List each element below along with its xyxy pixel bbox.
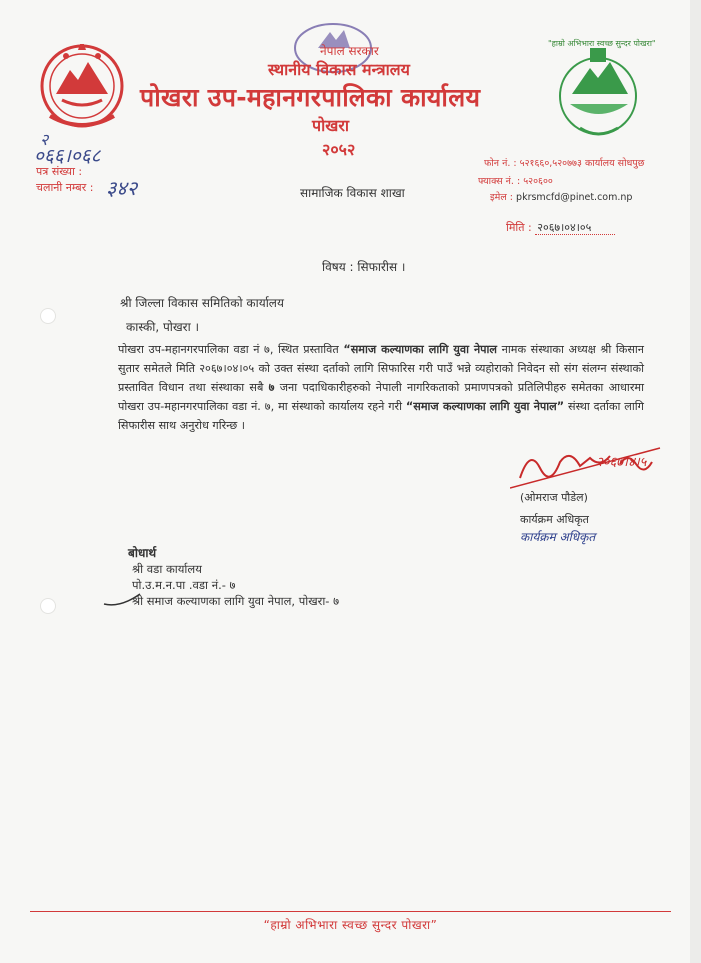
- body-part-2: नामक संस्थाका अध्यक्ष श्री किसान सुतार समेतले मिति २०६७।०४।०५ को उक्त संस्था दर्ताको लागि सिफारिस गरी पाउँ भन्ने व्यहोराको निवेदन सो संग संलग्न संस्थाको प्रस्तावित विधान तथा संस्थाका सबै: [118, 343, 645, 394]
- patra-label: पत्र संख्या :: [36, 165, 83, 178]
- punch-hole-bottom: [40, 598, 56, 614]
- city-name: पोखरा: [312, 116, 350, 135]
- letter-date: [506, 220, 615, 235]
- cc-heading: बोधार्थ: [128, 546, 157, 560]
- cc-line-2: पो.उ.म.न.पा .वडा नं.- ७: [132, 578, 236, 592]
- fax-label: फ्याक्स नं. :: [478, 176, 521, 187]
- email-line: [490, 190, 632, 203]
- letter-subject: विषय : सिफारीस ।: [322, 260, 406, 274]
- government-name: नेपाल सरकार: [320, 44, 379, 58]
- chalani-label: चलानी नम्बर :: [36, 181, 94, 194]
- date-value: २०६७।०४।०५: [535, 221, 615, 235]
- ministry-name: स्थानीय विकास मन्त्रालय: [268, 60, 410, 79]
- signatory-name: (ओमराज पौडेल): [520, 491, 588, 504]
- org-name: “समाज कल्याणका लागि युवा नेपाल: [343, 343, 498, 356]
- phone-line: [484, 156, 644, 169]
- signatory-title: कार्यक्रम अधिकृत: [520, 513, 589, 526]
- signatory-handwritten-title: कार्यक्रम अधिकृत: [520, 530, 596, 544]
- email-label: इमेल :: [490, 192, 514, 203]
- header-tagline: "हाम्रो अभिभारा स्वच्छ सुन्दर पोखरा": [548, 39, 656, 48]
- letter-body: [118, 340, 644, 435]
- body-part-4: संस्था दर्ताका लागि सिफारीस साथ अनुरोध गरिन्छ ।: [118, 400, 644, 432]
- nepal-emblem-icon: [36, 36, 128, 136]
- section-name: सामाजिक विकास शाखा: [300, 186, 405, 200]
- body-part-1: पोखरा उप-महानगरपालिका वडा नं ७, स्थित प्रस्तावित: [118, 343, 344, 356]
- office-name: पोखरा उप-महानगरपालिका कार्यालय: [140, 83, 481, 112]
- addressee-line-1: श्री जिल्ला विकास समितिको कार्यालय: [120, 296, 284, 310]
- body-part-3: जना पदाधिकारीहरुको नेपाली नागरिकताको प्रमाणपत्रको प्रतिलिपीहरु समेतका आधारमा पोखरा उप-महानगरपालिका वडा नं. ७, मा संस्थाको कार्यालय रहने गरी: [118, 381, 644, 413]
- phone-value: ५२१६६०,५२०७७३ कार्यालय सोधपुछ: [519, 158, 645, 169]
- established-year: २०५२: [322, 140, 356, 159]
- fax-value: ५२०६००: [523, 176, 553, 187]
- pokhara-emblem-icon: [550, 44, 650, 144]
- tick-mark-icon: [102, 590, 142, 610]
- org-name-2: “समाज कल्याणका लागि युवा नेपाल”: [405, 400, 565, 413]
- handwritten-number: २: [40, 130, 49, 149]
- punch-hole-top: [40, 308, 56, 324]
- footer-divider: [30, 911, 671, 912]
- date-label: मिति :: [506, 221, 532, 234]
- email-value: pkrsmcfd@pinet.com.np: [516, 192, 633, 203]
- signature-date: २०६७।४।५: [596, 455, 647, 470]
- addressee-line-2: कास्की, पोखरा ।: [126, 320, 200, 334]
- handwritten-code: ०६६।०६८: [34, 145, 101, 167]
- cc-line-1: श्री वडा कार्यालय: [132, 562, 202, 576]
- page-edge: [690, 0, 701, 963]
- member-count: ७: [268, 381, 275, 394]
- cc-line-3: श्री समाज कल्याणका लागि युवा नेपाल, पोखरा- ७: [132, 594, 340, 608]
- phone-label: फोन नं. :: [484, 158, 517, 169]
- footer-slogan: “हाम्रो अभिभारा स्वच्छ सुन्दर पोखरा”: [263, 918, 438, 932]
- fax-line: [478, 174, 553, 187]
- chalani-value: ३४२: [106, 176, 138, 200]
